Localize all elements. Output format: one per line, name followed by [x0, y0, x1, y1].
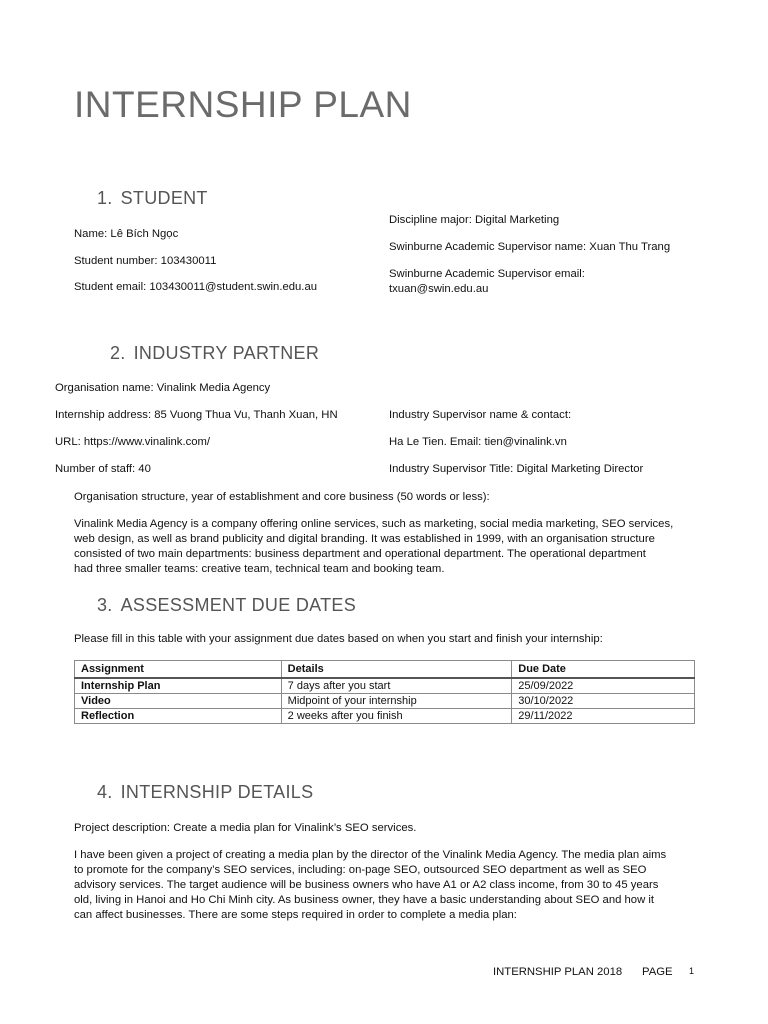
assignment-cell: Internship Plan [75, 678, 282, 694]
organisation-name: Organisation name: Vinalink Media Agency [55, 382, 271, 394]
section-number: 2. [110, 343, 126, 363]
due-date-cell: 29/11/2022 [512, 709, 695, 724]
organisation-url: URL: https://www.vinalink.com/ [55, 436, 211, 448]
paragraph-line: consisted of two main departments: business department and operational department. The operational department [74, 548, 646, 560]
due-dates-table [74, 660, 695, 724]
details-cell: 2 weeks after you finish [281, 709, 512, 724]
column-header-details: Details [281, 661, 512, 679]
academic-supervisor-name: Swinburne Academic Supervisor name: Xuan Thu Trang [389, 241, 671, 253]
section-number: 3. [97, 595, 113, 615]
academic-supervisor-email: txuan@swin.edu.au [389, 283, 489, 295]
academic-supervisor-email-label: Swinburne Academic Supervisor email: [389, 268, 585, 280]
details-cell: 7 days after you start [281, 678, 512, 694]
internship-details-paragraph [74, 848, 714, 923]
section-heading-assessment [97, 595, 356, 616]
section-title: INTERNSHIP DETAILS [120, 782, 314, 802]
section-heading-student [97, 188, 208, 209]
section-heading-internship-details [97, 782, 313, 803]
paragraph-line: had three smaller teams: creative team, technical team and booking team. [74, 563, 445, 575]
organisation-structure-paragraph [74, 517, 714, 577]
paragraph-line: to promote for the company’s SEO services, including: on-page SEO, outsourced SEO department as well as SEO [74, 864, 647, 876]
student-name: Name: Lê Bích Ngọc [74, 228, 179, 240]
due-date-cell: 30/10/2022 [512, 694, 695, 709]
industry-supervisor-contact-label: Industry Supervisor name & contact: [389, 409, 572, 421]
section-heading-industry-partner [110, 343, 319, 364]
table-row [75, 678, 695, 694]
student-email: Student email: 103430011@student.swin.edu.au [74, 281, 318, 293]
internship-address: Internship address: 85 Vuong Thua Vu, Thanh Xuan, HN [55, 409, 338, 421]
section-title: STUDENT [120, 188, 208, 208]
due-date-cell: 25/09/2022 [512, 678, 695, 694]
section-title: INDUSTRY PARTNER [133, 343, 320, 363]
discipline-major: Discipline major: Digital Marketing [389, 214, 560, 226]
section-number: 1. [97, 188, 113, 208]
paragraph-line: web design, as well as brand publicity and digital branding. It was established in 1999, with an organisation structure [74, 533, 655, 545]
table-row [75, 694, 695, 709]
table-header-row [75, 661, 695, 679]
table-row [75, 709, 695, 724]
section-title: ASSESSMENT DUE DATES [120, 595, 357, 615]
paragraph-line: advisory services. The target audience will be business owners who have A1 or A2 class income, from 30 to 45 years [74, 879, 659, 891]
column-header-assignment: Assignment [75, 661, 282, 679]
section-number: 4. [97, 782, 113, 802]
project-description: Project description: Create a media plan for Vinalink’s SEO services. [74, 822, 417, 834]
document-title: INTERNSHIP PLAN [74, 84, 412, 125]
organisation-structure-prompt: Organisation structure, year of establishment and core business (50 words or less): [74, 491, 490, 503]
footer-label: INTERNSHIP PLAN 2018 [493, 966, 623, 978]
number-of-staff: Number of staff: 40 [55, 463, 151, 475]
paragraph-line: Vinalink Media Agency is a company offering online services, such as marketing, social media marketing, SEO services, [74, 518, 674, 530]
assessment-instruction: Please fill in this table with your assignment due dates based on when you start and finish your internship: [74, 633, 603, 645]
footer-page-label: PAGE [642, 966, 673, 978]
assignment-cell: Reflection [75, 709, 282, 724]
column-header-due-date: Due Date [512, 661, 695, 679]
paragraph-line: can affect businesses. There are some steps required in order to complete a media plan: [74, 909, 517, 921]
details-cell: Midpoint of your internship [281, 694, 512, 709]
industry-supervisor-title: Industry Supervisor Title: Digital Marketing Director [389, 463, 644, 475]
footer-page-number: 1 [689, 966, 695, 976]
paragraph-line: old, living in Hanoi and Ho Chi Minh city. As business owner, they have a basic understanding about SEO and how it [74, 894, 655, 906]
paragraph-line: I have been given a project of creating a media plan by the director of the Vinalink Media Agency. The media plan aims [74, 849, 667, 861]
industry-supervisor-contact: Ha Le Tien. Email: tien@vinalink.vn [389, 436, 567, 448]
student-number: Student number: 103430011 [74, 255, 217, 267]
assignment-cell: Video [75, 694, 282, 709]
